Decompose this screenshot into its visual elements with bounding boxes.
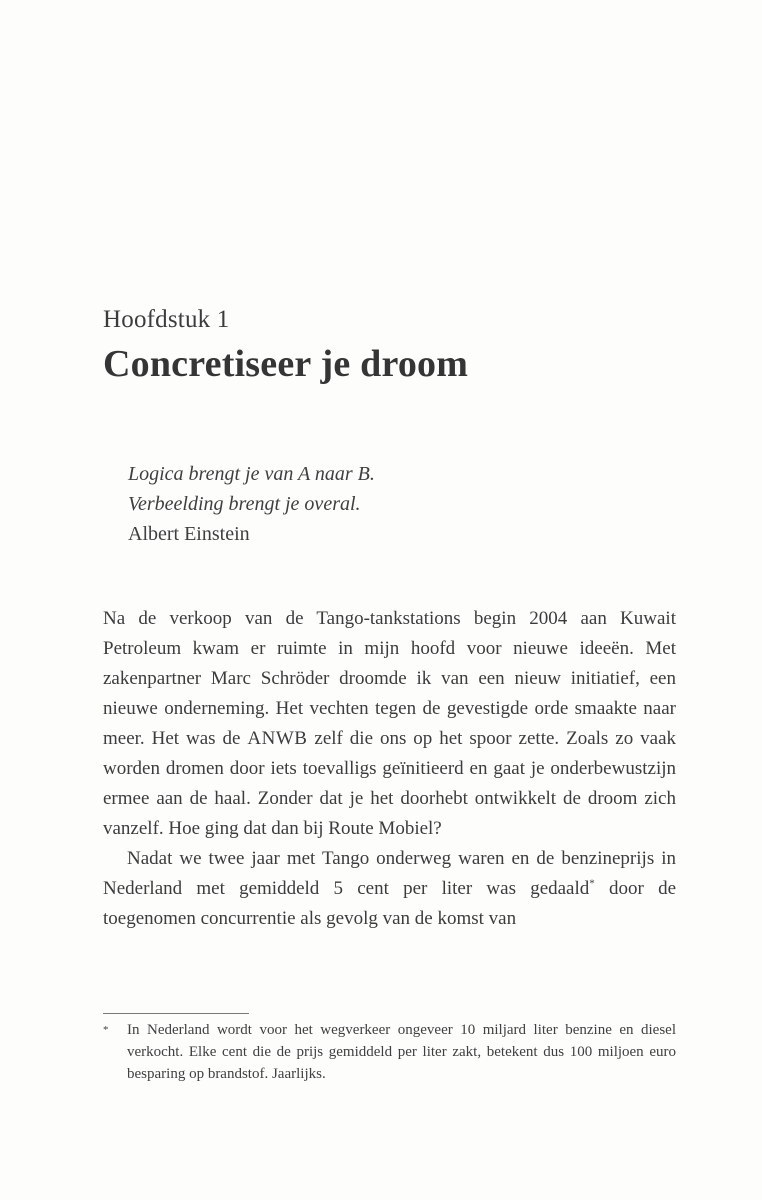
epigraph-line: Verbeelding brengt je overal. [128,493,361,515]
footnote-text: In Nederland wordt voor het wegverkeer ongeveer 10 miljard liter benzine en diesel verkocht. Elke cent die de prijs gemiddeld per liter zakt, betekent dus 100 miljoen euro besparing op brandstof. Jaarlijks. [127,1022,676,1082]
epigraph-line: Logica brengt je van A naar B. [128,463,375,485]
paragraph [103,604,676,844]
footnote-divider [103,1013,249,1014]
footnote-marker: * [103,1024,109,1036]
footnote [103,1019,676,1085]
epigraph-attribution: Albert Einstein [128,523,250,545]
chapter-label: Hoofdstuk 1 [103,306,230,333]
abbreviation: ANWB [247,728,308,749]
epigraph [128,459,375,549]
paragraph-text: Nadat we twee jaar met Tango onderweg waren en de benzineprijs in Nederland met gemiddeld 5 cent per liter was gedaald [103,848,676,899]
paragraph-text: door de toegenomen concurrentie als gevolg van de komst van [103,878,676,929]
paragraph-text: zelf die ons op het spoor zette. Zoals zo vaak worden dromen door iets toevalligs geïnitieerd en gaat je onderbewustzijn ermee aan de haal. Zonder dat je het doorhebt ontwikkelt de droom zich vanzelf. Hoe ging dat dan bij Route Mobiel? [103,728,676,839]
paragraph-text: Na de verkoop van de Tango-tankstations begin 2004 aan Kuwait Petroleum kwam er ruimte in mijn hoofd voor nieuwe ideeën. Met zakenpartner Marc Schröder droomde ik van een nieuw initiatief, een nieuwe onderneming. Het vechten tegen de gevestigde orde smaakte naar meer. Het was de [103,608,676,749]
body-text [103,604,676,934]
footnote-reference[interactable]: * [589,877,595,890]
paragraph [103,844,676,934]
chapter-title: Concretiseer je droom [103,343,469,385]
